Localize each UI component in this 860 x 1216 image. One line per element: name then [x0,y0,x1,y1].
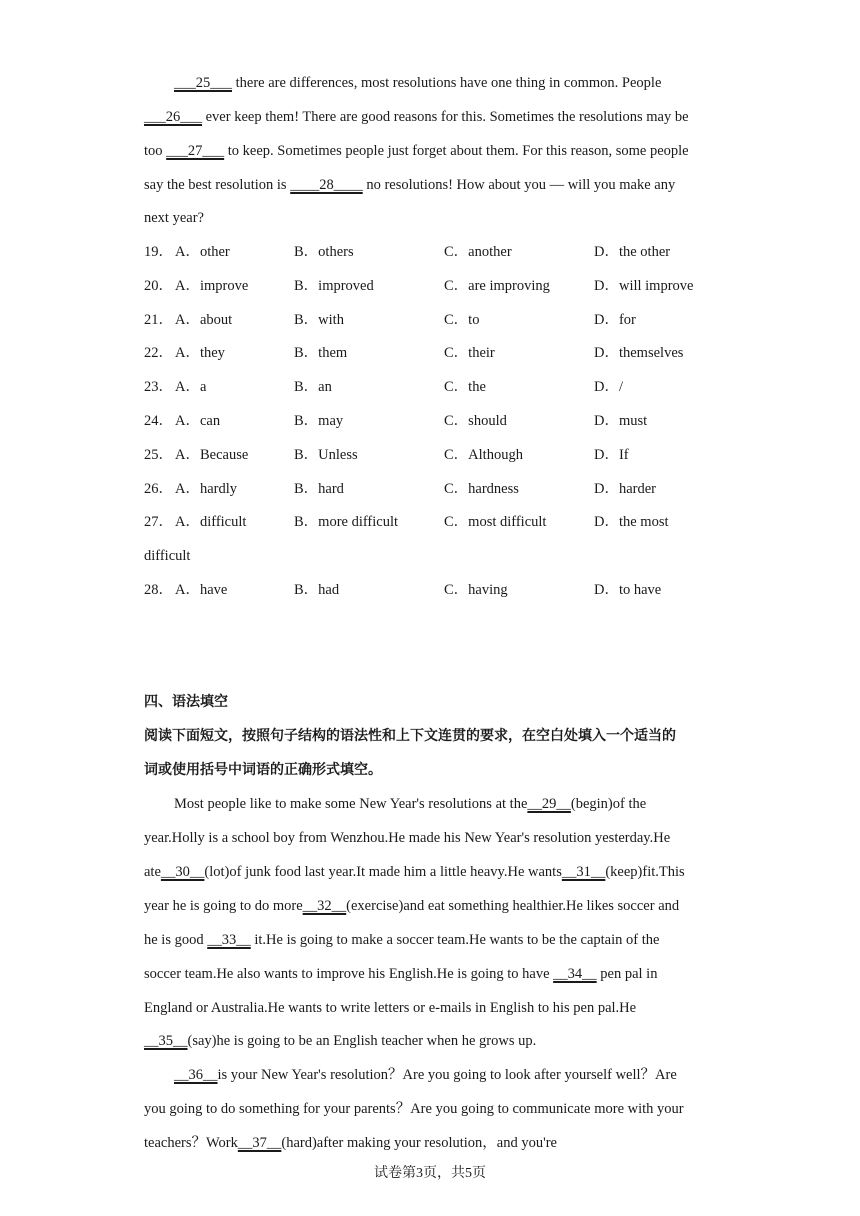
option-d: D．If [594,447,629,463]
passage-line [144,1099,684,1119]
question-row [144,276,744,296]
option-c: C．the [444,379,486,395]
passage-text: (lot)of junk food last year.It made him a little heavy.He wants [204,864,562,880]
answer-blank: __33__ [207,932,251,948]
option-c: C．another [444,244,512,260]
question-row [144,377,744,397]
passage-text: you going to do something for your parents？Are you going to communicate more with your [144,1101,684,1117]
passage-line: ___26___ ever keep them! There are good reasons for this. Sometimes the resolutions may be [144,109,689,125]
passage-text: (begin)of the [570,796,647,812]
question-row [144,445,744,465]
answer-blank: ___27___ [166,143,225,159]
passage-text: it.He is going to make a soccer team.He wants to be the captain of the [250,932,660,948]
option-d: D．harder [594,481,657,497]
page-footer: 试卷第3页，共5页 [374,1166,486,1181]
option-d: D．the most [594,514,669,530]
question-number: 19． [144,244,173,260]
option-c: C．most difficult [444,514,547,530]
question-row [144,479,744,499]
passage-line: next year? [144,210,204,226]
option-d: D．for [594,312,636,328]
question-number: 24． [144,413,173,429]
passage-line [144,998,636,1018]
option-b: B．with [294,312,344,328]
option-c: C．Although [444,447,523,463]
option-b: B．an [294,379,332,395]
passage-line [144,1031,536,1051]
passage-line [144,896,679,916]
passage-line: say the best resolution is ____28____ no resolutions! How about you — will you make any [144,177,676,193]
passage-text: (hard)after making your resolution，and you're [281,1135,557,1151]
option-c: C．their [444,345,495,361]
option-d: D．must [594,413,648,429]
option-b: B．them [294,345,348,361]
passage-text: (say)he is going to be an English teacher when he grows up. [187,1033,537,1049]
option-b: B．others [294,244,354,260]
passage-text: England or Australia.He wants to write letters or e-mails in English to his pen pal.He [144,1000,637,1016]
option-d: D．themselves [594,345,684,361]
passage-text: Most people like to make some New Year's resolutions at the [174,796,528,812]
option-d: D．to have [594,582,662,598]
passage-text: (keep)fit.This [605,864,685,880]
answer-blank: __34__ [553,966,597,982]
section-instruction: 词或使用括号中词语的正确形式填空。 [144,762,382,778]
question-row [144,580,744,600]
passage-text: is your New Year's resolution？Are you going to look after yourself well？Are [217,1067,677,1083]
question-number: 22． [144,345,173,361]
question-number: 23． [144,379,173,395]
answer-blank: __32__ [302,898,347,914]
question-number: 21． [144,312,173,328]
answer-blank: __36__ [174,1067,218,1083]
answer-blank: __29__ [527,796,571,812]
passage-text: year he is going to do more [144,898,303,914]
option-a: A．they [175,345,225,361]
option-a: A．can [175,413,221,429]
section-instruction: 阅读下面短文，按照句子结构的语法性和上下文连贯的要求，在空白处填入一个适当的 [144,728,676,744]
passage-text: (exercise)and eat something healthier.He likes soccer and [346,898,680,914]
passage-line [174,1065,677,1085]
passage-text: year.Holly is a school boy from Wenzhou.He made his New Year's resolution yesterday.He [144,830,671,846]
passage-text: soccer team.He also wants to improve his English.He is going to have [144,966,554,982]
option-a: A．improve [175,278,249,294]
option-wrap-text: difficult [144,548,191,564]
answer-blank: __37__ [237,1135,282,1151]
passage-line [144,930,659,950]
question-row [144,411,744,431]
question-row [144,343,744,363]
answer-blank: __30__ [160,864,205,880]
option-d: D．/ [594,379,623,395]
option-a: A．other [175,244,230,260]
answer-blank: ___26___ [144,109,202,125]
option-b: B．had [294,582,340,598]
passage-text: he is good [144,932,208,948]
option-c: C．having [444,582,508,598]
option-c: C．hardness [444,481,519,497]
option-d: D．will improve [594,278,694,294]
answer-blank: ____28____ [290,177,363,193]
section-title: 四、语法填空 [144,694,228,710]
option-b: B．improved [294,278,374,294]
option-a: A．a [175,379,207,395]
option-c: C．are improving [444,278,550,294]
question-row [144,310,744,330]
question-number: 26． [144,481,173,497]
passage-line: too ___27___ to keep. Sometimes people just forget about them. For this reason, some people [144,143,689,159]
question-number: 25． [144,447,173,463]
question-number: 20． [144,278,173,294]
option-b: B．Unless [294,447,358,463]
option-b: B．hard [294,481,344,497]
passage-line: ___25___ there are differences, most resolutions have one thing in common. People [174,75,662,91]
passage-line [144,964,657,984]
passage-line [144,862,685,882]
question-row [144,242,744,262]
question-number: 28． [144,582,173,598]
passage-text: pen pal in [596,966,658,982]
passage-line [144,828,670,848]
option-a: A．difficult [175,514,247,530]
option-b: B．more difficult [294,514,399,530]
question-number: 27． [144,514,173,530]
option-c: C．to [444,312,480,328]
answer-blank: __35__ [144,1033,188,1049]
passage-line [174,794,646,814]
question-row [144,512,744,532]
answer-blank: ___25___ [174,75,232,91]
option-a: A．have [175,582,228,598]
option-a: A．hardly [175,481,238,497]
passage-line [144,1133,557,1153]
passage-text: ate [144,864,161,880]
option-c: C．should [444,413,507,429]
option-a: A．about [175,312,233,328]
option-b: B．may [294,413,344,429]
answer-blank: __31__ [561,864,606,880]
passage-text: teachers？Work [144,1135,238,1151]
option-d: D．the other [594,244,671,260]
option-a: A．Because [175,447,249,463]
